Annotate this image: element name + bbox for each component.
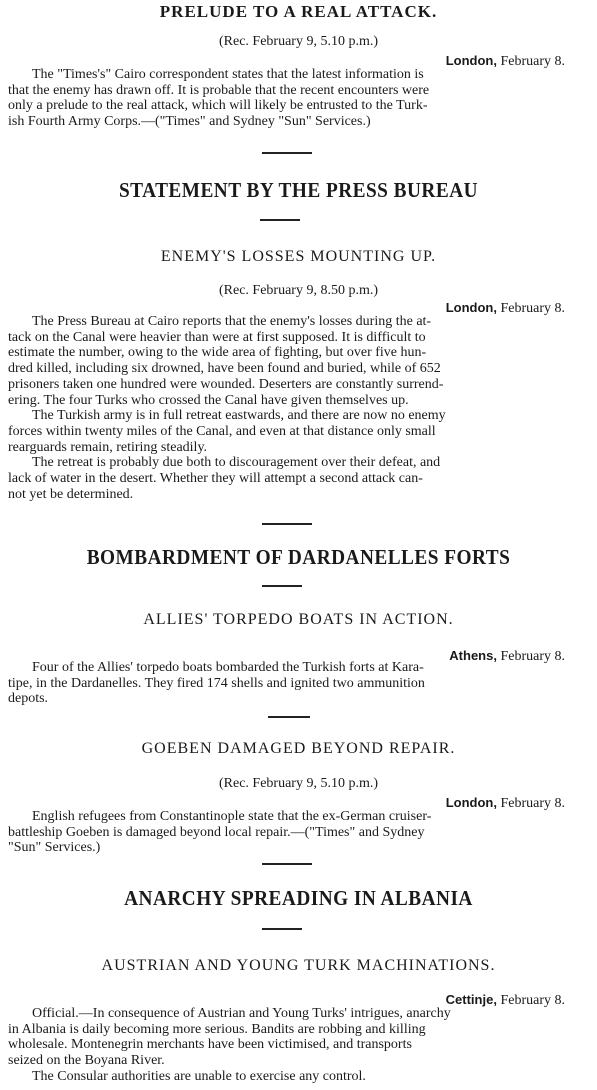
dateline-date: February 8.	[500, 649, 565, 664]
text-line: that the enemy has drawn off. It is probable that the recent encounters were	[8, 82, 430, 98]
received-time: (Rec. February 9, 8.50 p.m.)	[218, 283, 379, 298]
text-line: not yet be determined.	[8, 486, 134, 502]
article-body	[8, 67, 588, 130]
text-line: tack on the Canal were heavier than were at first supposed. It is difficult to	[8, 329, 426, 345]
text-line: battleship Goeben is damaged beyond local repair.—("Times" and Sydney	[8, 824, 425, 840]
article-body	[8, 314, 588, 502]
headline-torpedo-boats: ALLIES' TORPEDO BOATS IN ACTION.	[143, 611, 454, 628]
text-line: The Turkish army is in full retreat eastwards, and there are now no enemy	[32, 408, 446, 424]
text-line: Four of the Allies' torpedo boats bombarded the Turkish forts at Kara-	[32, 660, 424, 675]
text-line: depots.	[8, 691, 49, 707]
dateline-place: London,	[445, 300, 497, 315]
text-line: tipe, in the Dardanelles. They fired 174 shells and ignited two ammunition	[8, 675, 425, 691]
text-line: Official.—In consequence of Austrian and Young Turks' intrigues, anarchy	[32, 1006, 451, 1021]
text-line: estimate the number, owing to the wide area of fighting, but over five hun-	[8, 345, 427, 361]
text-line: rearguards remain, retiring steadily.	[8, 439, 208, 455]
article-body	[8, 809, 588, 856]
text-line: wholesale. Montenegrin merchants have been victimised, and transports	[8, 1037, 412, 1053]
headline-enemy-losses: ENEMY'S LOSSES MOUNTING UP.	[160, 248, 437, 265]
headline-bombardment: BOMBARDMENT OF DARDANELLES FORTS	[86, 545, 511, 569]
dateline-date: February 8.	[500, 993, 565, 1008]
received-time: (Rec. February 9, 5.10 p.m.)	[218, 776, 379, 791]
text-line: dred killed, including six drowned, have been found and buried, while of 652	[8, 361, 441, 377]
dateline-place: London,	[445, 795, 497, 810]
headline-albania: ANARCHY SPREADING IN ALBANIA	[124, 886, 473, 910]
text-line: The retreat is probably due both to discouragement over their defeat, and	[32, 455, 441, 471]
text-line: forces within twenty miles of the Canal, and even at that distance only small	[8, 423, 436, 439]
article-body	[8, 660, 588, 707]
divider-rule	[262, 523, 312, 525]
divider-rule	[268, 716, 310, 718]
article-body	[8, 1006, 588, 1085]
dateline-date: February 8.	[500, 54, 565, 69]
divider-rule	[262, 863, 312, 865]
text-line: The Consular authorities are unable to exercise any control.	[32, 1068, 366, 1084]
dateline-date: February 8.	[500, 301, 565, 316]
text-line: ish Fourth Army Corps.—("Times" and Sydney "Sun" Services.)	[8, 114, 371, 130]
text-line: English refugees from Constantinople state that the ex-German cruiser-	[32, 809, 432, 824]
divider-rule	[262, 585, 302, 587]
text-line: in Albania is daily becoming more serious. Bandits are robbing and killing	[8, 1021, 426, 1037]
text-line: The Press Bureau at Cairo reports that the enemy's losses during the at-	[32, 314, 432, 329]
dateline-date: February 8.	[500, 796, 565, 811]
text-line: The "Times's" Cairo correspondent states that the latest information is	[32, 67, 424, 82]
text-line: lack of water in the desert. Whether they will attempt a second attack can-	[8, 471, 423, 487]
headline-goeben: GOEBEN DAMAGED BEYOND REPAIR.	[141, 740, 456, 757]
text-line: only a prelude to the real attack, which will likely be entrusted to the Turk-	[8, 98, 428, 114]
text-line: ering. The four Turks who crossed the Canal have given themselves up.	[8, 392, 409, 408]
headline-machinations: AUSTRIAN AND YOUNG TURK MACHINATIONS.	[101, 957, 496, 974]
text-line: seized on the Boyana River.	[8, 1053, 165, 1069]
headline-prelude: PRELUDE TO A REAL ATTACK.	[159, 2, 438, 21]
divider-rule	[262, 928, 302, 930]
dateline-place: Cettinje,	[445, 992, 497, 1007]
text-line: prisoners taken one hundred were wounded. Deserters are constantly surrend-	[8, 376, 444, 392]
dateline-place: London,	[445, 53, 497, 68]
divider-rule	[260, 219, 300, 221]
divider-rule	[262, 152, 312, 154]
headline-press-bureau: STATEMENT BY THE PRESS BUREAU	[118, 178, 479, 202]
dateline-place: Athens,	[449, 648, 497, 663]
text-line: "Sun" Services.)	[8, 840, 101, 856]
received-time: (Rec. February 9, 5.10 p.m.)	[218, 34, 379, 49]
